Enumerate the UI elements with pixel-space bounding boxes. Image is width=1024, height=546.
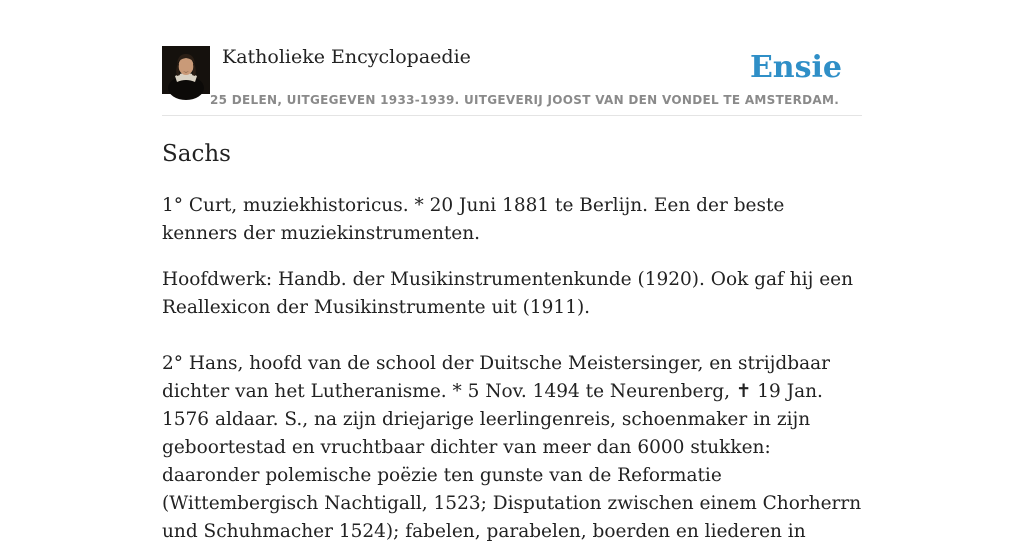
publication-subtitle: 25 DELEN, UITGEGEVEN 1933-1939. UITGEVERIJ JOOST VAN DEN VONDEL TE AMSTERDAM.: [210, 93, 840, 107]
ensie-logo[interactable]: Ensie: [749, 50, 842, 85]
article-title: Sachs: [162, 141, 231, 167]
article-paragraph: 1° Curt, muziekhistoricus. * 20 Juni 1881 te Berlijn. Een der beste kenners der muziekinstrumenten.: [162, 195, 785, 244]
publication-title[interactable]: Katholieke Encyclopaedie: [222, 46, 471, 68]
site-header: [162, 40, 862, 116]
article-paragraph: 2° Hans, hoofd van de school der Duitsche Meistersinger, en strijdbaar dichter van het Lutheranisme. * 5 Nov. 1494 te Neurenberg, ✝ 19 Jan. 1576 aldaar. S., na zijn driejarige leerlingenreis, schoenmaker in zijn geboortestad en vruchtbaar dichter van meer dan 6000 stukken: daaronder polemische poëzie ten gunste van de Reformatie (Wittembergisch Nachtigall, 1523; Disputation zwischen einem Chorherrn und Schuhmacher 1524); fabelen, parabelen, boerden en liederen in: [162, 353, 862, 542]
portrait-avatar-icon[interactable]: [162, 46, 210, 94]
article-paragraph: Hoofdwerk: Handb. der Musikinstrumentenkunde (1920). Ook gaf hij een Reallexicon der Musikinstrumente uit (1911).: [162, 269, 854, 318]
article: [162, 136, 862, 546]
